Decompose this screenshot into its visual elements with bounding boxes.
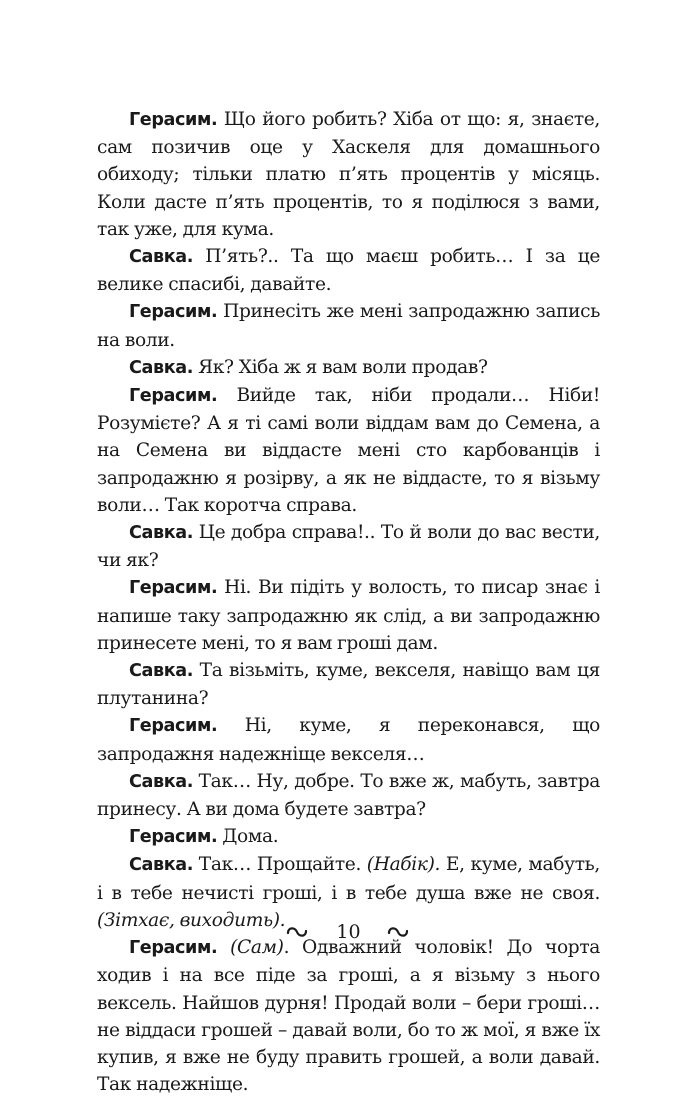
speaker-name: Герасим. [129,386,218,407]
dialogue-paragraph [97,243,600,298]
speaker-name: Герасим. [129,110,218,130]
dialogue-text: Ні. Ви підіть у волость, то писар знає і напише таку запродажню як слід, а ви запродажню принесете мені, то я вам гроші дам. [97,577,600,654]
stage-direction: (Зітхає, виходить). [97,909,286,931]
dialogue-text: Як? Хіба ж я вам воли продав? [193,356,488,378]
dialogue-paragraph [97,934,600,1098]
stage-direction: (Набік). [366,854,441,876]
dialogue-text: Дома. [217,826,279,848]
page-body [97,106,600,1098]
dialogue-text: Що його робить? Хіба от що: я, знаєте, сам позичив оце у Хаскеля для домашнього обиходу; тільки платю п’ять процентів у місяць. Коли дасте п’ять процентів, то я поділюся з вами, так уже, для кума. [97,109,600,240]
dialogue-paragraph [97,823,600,851]
speaker-name: Савка. [129,771,194,792]
dialogue-paragraph [97,382,600,519]
dialogue-paragraph [97,298,600,353]
page-footer [0,916,697,947]
dialogue-text: Це добра справа!.. То й воли до вас вести, чи як? [97,522,600,572]
dialogue-paragraph [97,574,600,657]
dialogue-text: Вийде так, ніби продали… Ніби! Розумієте? А я ті самі воли віддам вам до Семена, а на Семена ви віддасте мені сто карбованців і запродажню я розірву, а як не віддасте, то я візьму воли… Так коротча справа. [97,385,600,516]
swash-ornament-icon [387,924,411,940]
dialogue-text: Е, куме, мабуть, і в тебе нечисті гроші, і в тебе душа вже не своя. [97,854,600,904]
stage-direction: (Сам) [230,937,284,959]
speaker-name: Савка. [129,523,194,544]
dialogue-paragraph [97,354,600,382]
dialogue-paragraph [97,519,600,574]
speaker-name: Савка. [129,247,194,268]
swash-ornament-icon [286,924,310,940]
speaker-name: Герасим. [129,938,218,959]
speaker-name: Герасим. [129,578,218,599]
speaker-name: Герасим. [129,827,218,848]
speaker-name: Савка. [129,661,194,682]
speaker-name: Савка. [129,855,194,876]
dialogue-paragraph [97,712,600,767]
speaker-name: Савка. [129,357,194,378]
dialogue-text: Ні, куме, я переконався, що запродажня надежніще векселя… [97,715,600,765]
dialogue-paragraph [97,106,600,243]
dialogue-text: Принесіть же мені запродажню запись на воли. [97,301,600,351]
dialogue-text: Так… Ну, добре. То вже ж, мабуть, завтра принесу. А ви дома будете завтра? [97,770,600,821]
page-number: 10 [336,921,361,943]
dialogue-text: . Одважний чоловік! До чорта ходив і на все піде за гроші, а я візьму з нього вексель. Найшов дурня! Продай воли – бери гроші… не віддаси грошей – давай воли, бо то ж мої, я вже їх купив, я вже не буду править грошей, а воли давай. Так надежніще. [97,937,601,1096]
speaker-name: Герасим. [129,302,218,323]
dialogue-text: П’ять?.. Та що маєш робить… І за це велике спасибі, давайте. [97,246,600,296]
dialogue-text: Та візьміть, куме, векселя, навіщо вам ця плутанина? [97,660,600,710]
dialogue-text: Так… Прощайте. [193,854,367,876]
speaker-name: Герасим. [129,716,218,737]
dialogue-paragraph [97,657,600,712]
dialogue-paragraph [97,768,600,823]
